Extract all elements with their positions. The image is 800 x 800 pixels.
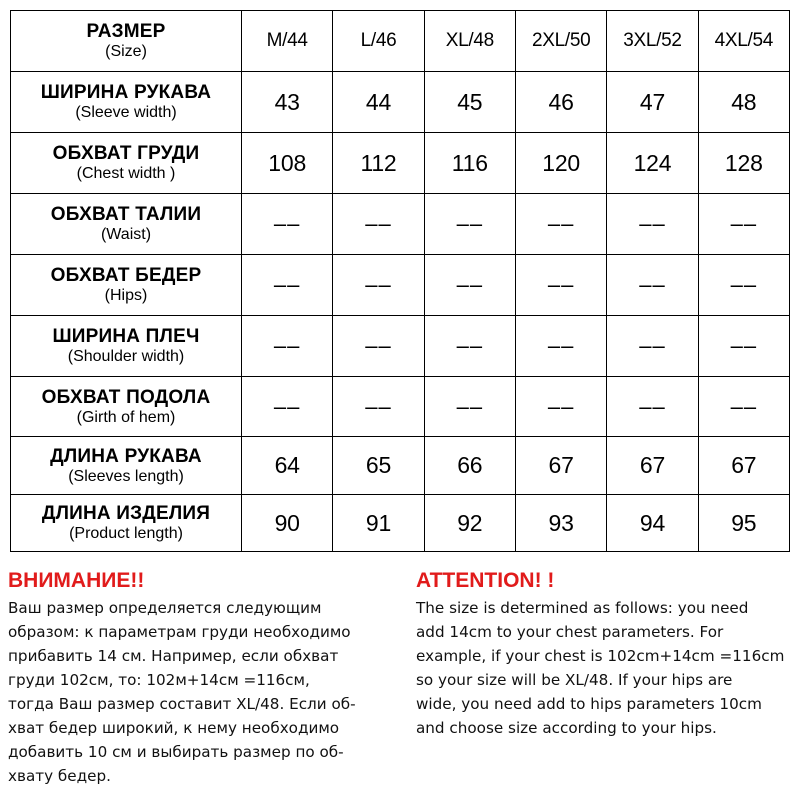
measurement-value: 47: [639, 88, 666, 115]
measurement-cell: [607, 133, 698, 194]
measurement-label-cell: [11, 316, 242, 377]
attention-text-en: The size is determined as follows: you need add 14cm to your chest parameters. For example, if your chest is 102cm+14cm =116cm so your size will be XL/48. If your hips are wide, you need add to hips parameters 10cm and choose size according to your hips.: [416, 599, 785, 737]
measurement-value: 94: [639, 509, 666, 536]
measurement-cell: [607, 437, 698, 495]
measurement-label-en: (Shoulder width): [67, 348, 185, 365]
size-label-en: (Size): [105, 43, 147, 60]
size-header-cell: [607, 11, 698, 72]
measurement-label-en: (Girth of hem): [76, 408, 176, 426]
measurement-cell: [515, 194, 606, 255]
attention-title-en: ATTENTION! !: [416, 569, 555, 592]
measurement-cell: [424, 437, 515, 495]
measurement-value: 120: [542, 149, 581, 176]
measurement-value: 67: [639, 452, 666, 478]
measurement-row: [11, 255, 790, 316]
measurement-value: 64: [274, 452, 300, 478]
measurement-value: 67: [731, 452, 757, 478]
no-value-dash: ––: [547, 393, 575, 419]
measurement-value: 108: [268, 149, 307, 176]
size-header: XL/48: [445, 30, 494, 51]
measurement-label-en: (Chest width ): [76, 165, 176, 182]
measurement-value: 91: [365, 509, 392, 536]
size-header-cell: [242, 11, 333, 72]
no-value-dash: ––: [730, 393, 758, 419]
no-value-dash: ––: [547, 272, 575, 297]
measurement-label-cell: [11, 377, 242, 437]
measurement-cell: [333, 316, 424, 377]
measurement-cell: [333, 255, 424, 316]
measurement-label-cell: [11, 495, 242, 552]
measurement-value: 128: [724, 149, 763, 176]
size-header: L/46: [360, 30, 397, 51]
measurement-label-cell: [11, 437, 242, 495]
measurement-cell: [333, 194, 424, 255]
measurement-value: 112: [360, 149, 397, 176]
measurement-cell: [698, 72, 789, 133]
measurement-label-cell: [11, 194, 242, 255]
measurement-cell: [333, 377, 424, 437]
measurement-value: 116: [451, 149, 488, 176]
measurement-row: [11, 194, 790, 255]
measurement-label-ru: ШИРИНА ПЛЕЧ: [52, 326, 200, 347]
measurement-cell: [515, 255, 606, 316]
measurement-value: 48: [731, 88, 757, 115]
size-header-cell: [424, 11, 515, 72]
measurement-row: [11, 133, 790, 194]
measurement-label-ru: ОБХВАТ ГРУДИ: [52, 143, 200, 164]
measurement-cell: [515, 72, 606, 133]
measurement-cell: [515, 437, 606, 495]
measurement-value: 46: [548, 88, 574, 115]
measurement-cell: [242, 377, 333, 437]
measurement-cell: [698, 495, 789, 552]
measurement-cell: [698, 133, 789, 194]
no-value-dash: ––: [639, 333, 666, 358]
size-header: 4XL/54: [714, 30, 774, 51]
measurement-value: 95: [731, 509, 757, 536]
measurement-cell: [698, 255, 789, 316]
measurement-cell: [424, 194, 515, 255]
measurement-cell: [515, 495, 606, 552]
measurement-label-en: (Sleeves length): [68, 467, 184, 485]
measurement-cell: [515, 377, 606, 437]
measurement-cell: [698, 437, 789, 495]
size-header: M/44: [266, 30, 308, 51]
no-value-dash: ––: [456, 393, 484, 419]
measurement-value: 93: [548, 509, 574, 536]
measurement-value: 67: [548, 452, 574, 478]
measurement-label-ru: ОБХВАТ ТАЛИИ: [50, 204, 202, 225]
measurement-cell: [333, 437, 424, 495]
measurement-value: 92: [457, 509, 483, 536]
measurement-cell: [424, 377, 515, 437]
measurement-cell: [242, 437, 333, 495]
measurement-cell: [333, 133, 424, 194]
measurement-value: 90: [274, 509, 300, 536]
measurement-label-cell: [11, 72, 242, 133]
measurement-cell: [424, 133, 515, 194]
measurement-cell: [607, 255, 698, 316]
measurement-value: 43: [274, 88, 300, 115]
measurement-cell: [424, 316, 515, 377]
size-header-cell: [515, 11, 606, 72]
measurement-cell: [698, 316, 789, 377]
measurement-cell: [333, 72, 424, 133]
measurement-cell: [424, 255, 515, 316]
size-label-ru: РАЗМЕР: [86, 21, 166, 42]
measurement-cell: [515, 133, 606, 194]
no-value-dash: ––: [365, 272, 392, 297]
measurement-cell: [698, 194, 789, 255]
attention-note-en: [416, 566, 800, 740]
measurement-cell: [242, 133, 333, 194]
measurement-row: [11, 495, 790, 552]
measurement-value: 66: [457, 452, 483, 478]
measurement-cell: [242, 194, 333, 255]
no-value-dash: ––: [639, 393, 666, 419]
no-value-dash: ––: [547, 333, 575, 358]
measurement-cell: [424, 495, 515, 552]
measurement-cell: [242, 495, 333, 552]
measurement-cell: [242, 316, 333, 377]
measurement-value: 45: [457, 88, 483, 115]
measurement-cell: [607, 495, 698, 552]
no-value-dash: ––: [273, 393, 301, 419]
measurement-row: [11, 316, 790, 377]
measurement-cell: [607, 194, 698, 255]
attention-title-ru: ВНИМАНИЕ!!: [8, 569, 145, 592]
measurement-cell: [607, 377, 698, 437]
measurement-label-en: (Product length): [69, 525, 183, 542]
no-value-dash: ––: [365, 393, 392, 419]
measurement-label-cell: [11, 133, 242, 194]
attention-note-ru: [8, 566, 406, 788]
size-label-cell: [11, 11, 242, 72]
size-header-cell: [698, 11, 789, 72]
measurement-label-en: (Sleeve width): [75, 104, 177, 121]
size-header: 3XL/52: [623, 30, 682, 51]
no-value-dash: ––: [273, 333, 301, 358]
measurement-cell: [242, 72, 333, 133]
no-value-dash: ––: [365, 211, 392, 236]
no-value-dash: ––: [730, 333, 758, 358]
no-value-dash: ––: [365, 333, 392, 358]
no-value-dash: ––: [730, 272, 758, 297]
measurement-cell: [515, 316, 606, 377]
measurement-label-ru: ДЛИНА ИЗДЕЛИЯ: [41, 503, 211, 524]
measurement-cell: [333, 495, 424, 552]
no-value-dash: ––: [639, 211, 666, 236]
no-value-dash: ––: [639, 272, 666, 297]
measurement-label-ru: ОБХВАТ ПОДОЛА: [41, 386, 211, 408]
measurement-label-ru: ОБХВАТ БЕДЕР: [50, 265, 202, 286]
measurement-value: 124: [633, 149, 672, 176]
measurement-cell: [424, 72, 515, 133]
measurement-row: [11, 377, 790, 437]
measurement-label-en: (Waist): [100, 226, 152, 243]
size-chart-table: [10, 10, 790, 552]
header-row: [11, 11, 790, 72]
no-value-dash: ––: [730, 211, 758, 236]
measurement-label-cell: [11, 255, 242, 316]
measurement-value: 65: [365, 452, 392, 478]
no-value-dash: ––: [456, 272, 484, 297]
measurement-cell: [607, 72, 698, 133]
measurement-value: 44: [365, 88, 392, 115]
attention-text-ru: Ваш размер определяется следующим образом: к параметрам груди необходимо прибавить 14 см. Например, если обхват груди 102см, то: 102м+14см =116см, тогда Ваш размер составит XL/48. Если об- хват бедер широкий, к нему необходимо добавить 10 см и выбирать размер по об- хвату бедер.: [8, 599, 356, 785]
size-header: 2XL/50: [531, 30, 591, 51]
no-value-dash: ––: [456, 333, 484, 358]
measurement-cell: [607, 316, 698, 377]
measurement-cell: [698, 377, 789, 437]
size-header-cell: [333, 11, 424, 72]
measurement-label-ru: ДЛИНА РУКАВА: [50, 445, 202, 467]
no-value-dash: ––: [273, 211, 301, 236]
measurement-row: [11, 72, 790, 133]
no-value-dash: ––: [273, 272, 301, 297]
measurement-label-en: (Hips): [104, 287, 148, 304]
no-value-dash: ––: [547, 211, 575, 236]
measurement-row: [11, 437, 790, 495]
measurement-label-ru: ШИРИНА РУКАВА: [40, 82, 212, 103]
measurement-cell: [242, 255, 333, 316]
no-value-dash: ––: [456, 211, 484, 236]
